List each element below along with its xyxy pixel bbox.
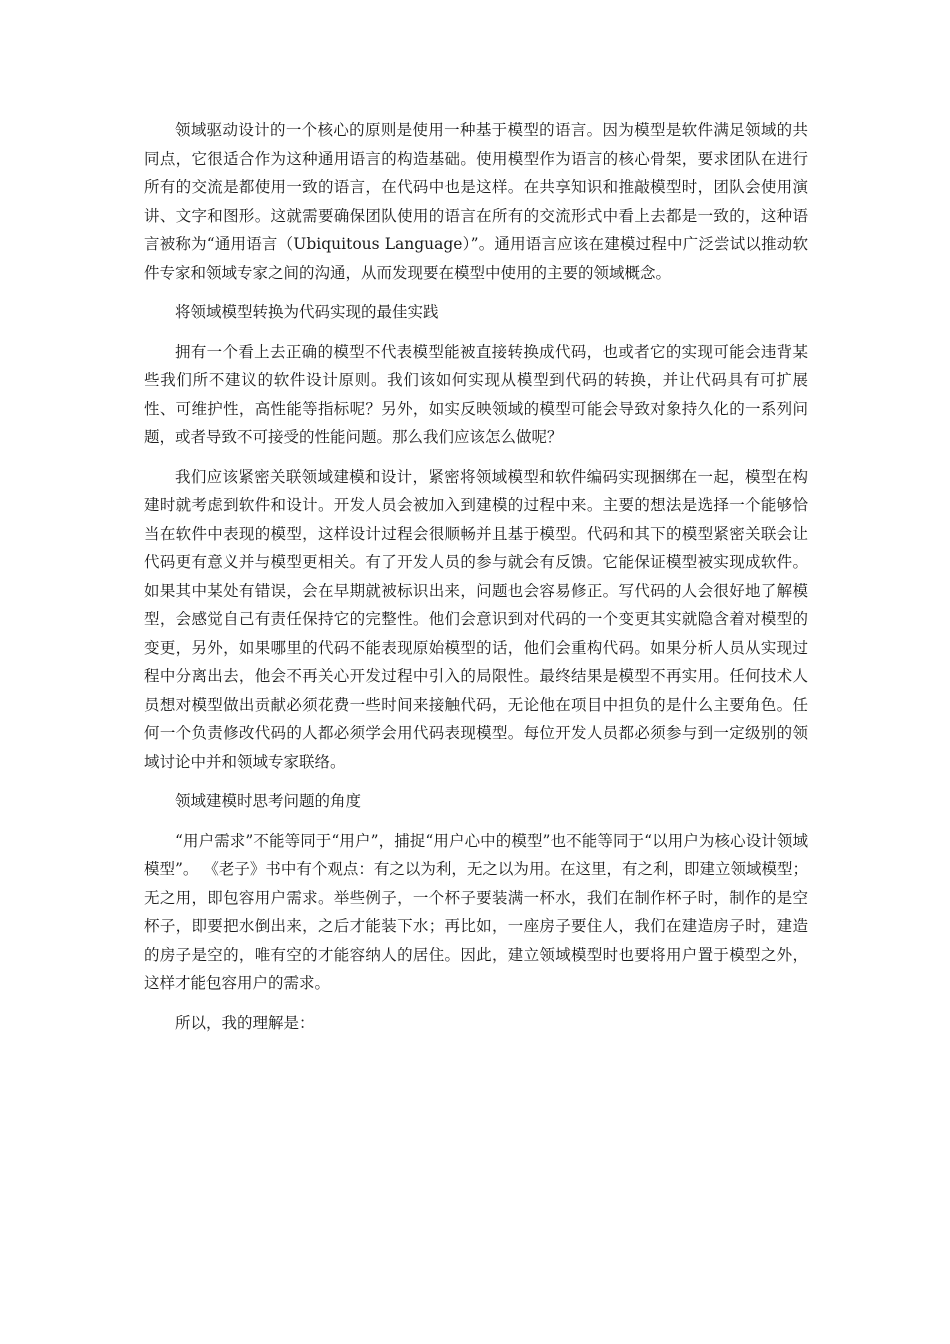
paragraph-model-to-code: 拥有一个看上去正确的模型不代表模型能被直接转换成代码，也或者它的实现可能会违背某些我们所不建议的软件设计原则。我们该如何实现从模型到代码的转换，并让代码具有可扩展性、可维护性，高性能等指标呢？另外，如实反映领域的模型可能会导致对象持久化的一系列问题，或者导致不可接受的性能问题。那么我们应该怎么做呢？	[144, 342, 808, 446]
paragraph-ubiquitous-language: 领域驱动设计的一个核心的原则是使用一种基于模型的语言。因为模型是软件满足领域的共同点，它很适合作为这种通用语言的构造基础。使用模型作为语言的核心骨架，要求团队在进行所有的交流是都使用一致的语言，在代码中也是这样。在共享知识和推敲模型时，团队会使用演讲、文字和图形。这就需要确保团队使用的语言在所有的交流形式中看上去都是一致的，这种语言被称为“通用语言（Ubiquitous Language）”。通用语言应该在建模过程中广泛尝试以推动软件专家和领域专家之间的沟通，从而发现要在模型中使用的主要的领域概念。	[144, 121, 808, 282]
document-body	[144, 116, 808, 1048]
section-heading-thinking-angle: 领域建模时思考问题的角度	[175, 792, 362, 810]
paragraph-conclusion-intro: 所以，我的理解是：	[175, 1013, 315, 1032]
section-heading-best-practice: 将领域模型转换为代码实现的最佳实践	[175, 303, 439, 321]
paragraph-modeling-and-design: 我们应该紧密关联领域建模和设计，紧密将领域模型和软件编码实现捆绑在一起，模型在构建时就考虑到软件和设计。开发人员会被加入到建模的过程中来。主要的想法是选择一个能够恰当在软件中表现的模型，这样设计过程会很顺畅并且基于模型。代码和其下的模型紧密关联会让代码更有意义并与模型更相关。有了开发人员的参与就会有反馈。它能保证模型被实现成软件。如果其中某处有错误，会在早期就被标识出来，问题也会容易修正。写代码的人会很好地了解模型，会感觉自己有责任保持它的完整性。他们会意识到对代码的一个变更其实就隐含着对模型的变更，另外，如果哪里的代码不能表现原始模型的话，他们会重构代码。如果分析人员从实现过程中分离出去，他会不再关心开发过程中引入的局限性。最终结果是模型不再实用。任何技术人员想对模型做出贡献必须花费一些时间来接触代码，无论他在项目中担负的是什么主要角色。任何一个负责修改代码的人都必须学会用代码表现模型。每位开发人员都必须参与到一定级别的领域讨论中并和领域专家联络。	[144, 467, 808, 771]
paragraph-user-needs: “用户需求”不能等同于“用户”，捕捉“用户心中的模型”也不能等同于“以用户为核心设计领域模型”。 《老子》书中有个观点：有之以为利，无之以为用。在这里，有之利，即建立领域模型；无之用，即包容用户需求。举些例子，一个杯子要装满一杯水，我们在制作杯子时，制作的是空杯子，即要把水倒出来，之后才能装下水；再比如，一座房子要住人，我们在建造房子时，建造的房子是空的，唯有空的才能容纳人的居住。因此，建立领域模型时也要将用户置于模型之外，这样才能包容用户的需求。	[144, 831, 808, 992]
